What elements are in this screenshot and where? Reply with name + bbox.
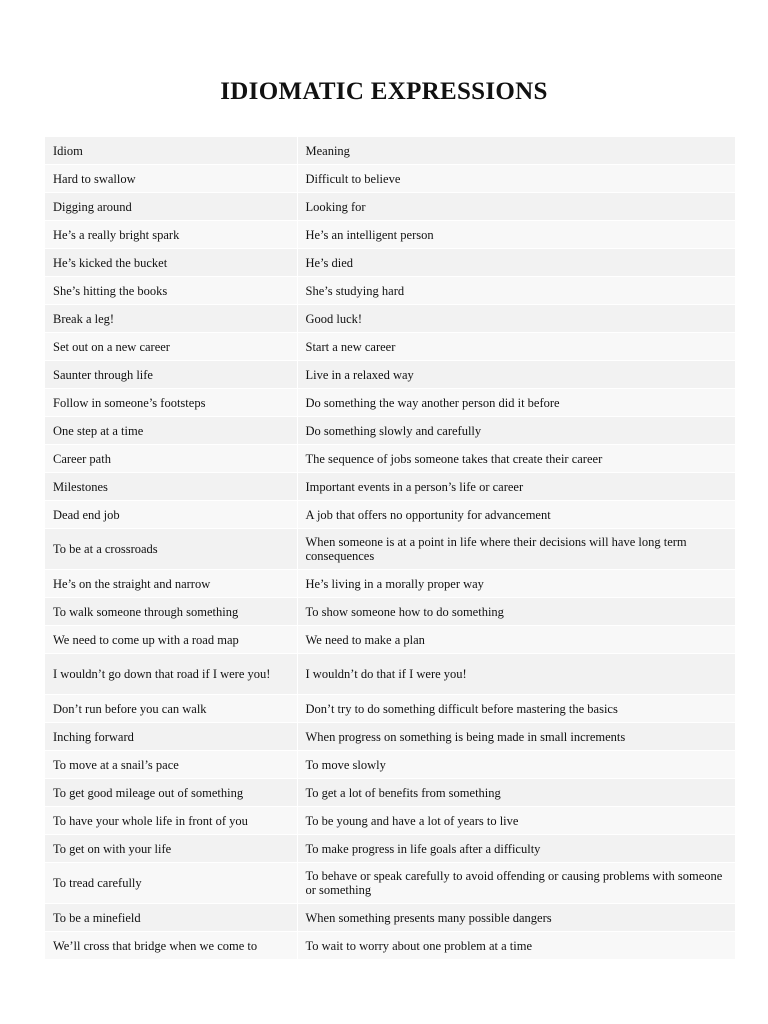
idiom-cell: Hard to swallow xyxy=(45,165,297,193)
meaning-cell: A job that offers no opportunity for advancement xyxy=(297,501,735,529)
table-row xyxy=(45,932,735,960)
meaning-cell: When something presents many possible dangers xyxy=(297,904,735,932)
table-header-row xyxy=(45,137,735,165)
idiom-cell: Inching forward xyxy=(45,723,297,751)
idiom-cell: Milestones xyxy=(45,473,297,501)
idiom-cell: Digging around xyxy=(45,193,297,221)
idiom-cell: He’s on the straight and narrow xyxy=(45,570,297,598)
idiom-cell: To move at a snail’s pace xyxy=(45,751,297,779)
table-row xyxy=(45,333,735,361)
table-row xyxy=(45,473,735,501)
meaning-cell: Don’t try to do something difficult before mastering the basics xyxy=(297,695,735,723)
table-row xyxy=(45,807,735,835)
page-title: IDIOMATIC EXPRESSIONS xyxy=(220,78,548,105)
table-row xyxy=(45,751,735,779)
meaning-cell: He’s an intelligent person xyxy=(297,221,735,249)
meaning-cell: Do something the way another person did it before xyxy=(297,389,735,417)
meaning-cell: To behave or speak carefully to avoid offending or causing problems with someone or something xyxy=(297,863,735,904)
table-row xyxy=(45,249,735,277)
idiom-cell: Break a leg! xyxy=(45,305,297,333)
table-row xyxy=(45,361,735,389)
meaning-cell: He’s died xyxy=(297,249,735,277)
idiom-cell: One step at a time xyxy=(45,417,297,445)
idiom-cell: Set out on a new career xyxy=(45,333,297,361)
idiom-cell: I wouldn’t go down that road if I were you! xyxy=(45,654,297,695)
table-row xyxy=(45,445,735,473)
idiom-cell: She’s hitting the books xyxy=(45,277,297,305)
table-row xyxy=(45,904,735,932)
idiom-cell: We’ll cross that bridge when we come to xyxy=(45,932,297,960)
table-row xyxy=(45,723,735,751)
table-row xyxy=(45,529,735,570)
meaning-cell: He’s living in a morally proper way xyxy=(297,570,735,598)
meaning-cell: To be young and have a lot of years to live xyxy=(297,807,735,835)
table-row xyxy=(45,835,735,863)
table-row xyxy=(45,389,735,417)
table-row xyxy=(45,626,735,654)
idiom-cell: To be a minefield xyxy=(45,904,297,932)
meaning-cell: Important events in a person’s life or career xyxy=(297,473,735,501)
header-idiom: Idiom xyxy=(45,137,297,165)
idiom-cell: He’s kicked the bucket xyxy=(45,249,297,277)
meaning-cell: To wait to worry about one problem at a time xyxy=(297,932,735,960)
idiom-cell: To walk someone through something xyxy=(45,598,297,626)
meaning-cell: When progress on something is being made in small increments xyxy=(297,723,735,751)
meaning-cell: To make progress in life goals after a difficulty xyxy=(297,835,735,863)
idiom-cell: To get on with your life xyxy=(45,835,297,863)
table-row xyxy=(45,417,735,445)
meaning-cell: The sequence of jobs someone takes that create their career xyxy=(297,445,735,473)
meaning-cell: We need to make a plan xyxy=(297,626,735,654)
meaning-cell: She’s studying hard xyxy=(297,277,735,305)
table-row xyxy=(45,305,735,333)
meaning-cell: I wouldn’t do that if I were you! xyxy=(297,654,735,695)
table-row xyxy=(45,221,735,249)
idiom-table xyxy=(45,137,736,960)
idiom-cell: Career path xyxy=(45,445,297,473)
idiom-cell: Follow in someone’s footsteps xyxy=(45,389,297,417)
idiom-cell: Saunter through life xyxy=(45,361,297,389)
meaning-cell: When someone is at a point in life where their decisions will have long term consequences xyxy=(297,529,735,570)
table-row xyxy=(45,277,735,305)
table-row xyxy=(45,570,735,598)
meaning-cell: Good luck! xyxy=(297,305,735,333)
meaning-cell: To show someone how to do something xyxy=(297,598,735,626)
table-row xyxy=(45,779,735,807)
idiom-cell: To get good mileage out of something xyxy=(45,779,297,807)
table-row xyxy=(45,695,735,723)
table-row xyxy=(45,598,735,626)
idiom-cell: To be at a crossroads xyxy=(45,529,297,570)
meaning-cell: Do something slowly and carefully xyxy=(297,417,735,445)
idiom-cell: Dead end job xyxy=(45,501,297,529)
meaning-cell: Start a new career xyxy=(297,333,735,361)
idiom-cell: We need to come up with a road map xyxy=(45,626,297,654)
table-row xyxy=(45,165,735,193)
table-row xyxy=(45,193,735,221)
idiom-cell: Don’t run before you can walk xyxy=(45,695,297,723)
meaning-cell: Difficult to believe xyxy=(297,165,735,193)
meaning-cell: To move slowly xyxy=(297,751,735,779)
table-row xyxy=(45,654,735,695)
table-row xyxy=(45,501,735,529)
table-row xyxy=(45,863,735,904)
idiom-cell: To tread carefully xyxy=(45,863,297,904)
meaning-cell: Live in a relaxed way xyxy=(297,361,735,389)
idiom-cell: He’s a really bright spark xyxy=(45,221,297,249)
header-meaning: Meaning xyxy=(297,137,735,165)
idiom-cell: To have your whole life in front of you xyxy=(45,807,297,835)
meaning-cell: To get a lot of benefits from something xyxy=(297,779,735,807)
meaning-cell: Looking for xyxy=(297,193,735,221)
